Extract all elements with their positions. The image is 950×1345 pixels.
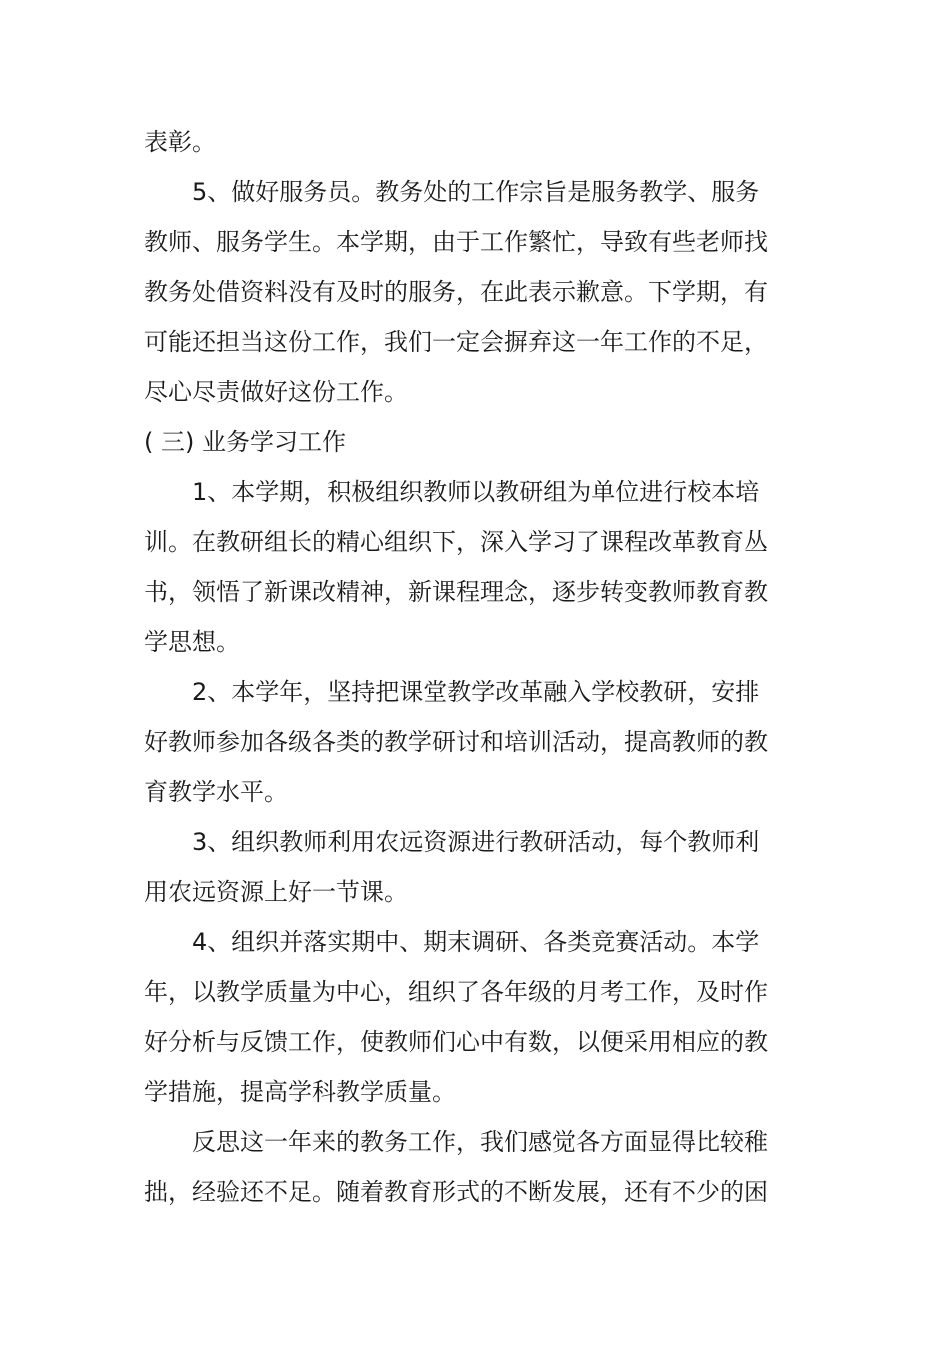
text-line: 好分析与反馈工作，使教师们心中有数，以便采用相应的教 (144, 1028, 768, 1056)
text-line: 5、做好服务员。教务处的工作宗旨是服务教学、服务 (192, 178, 760, 206)
text-line: 1、本学期，积极组织教师以教研组为单位进行校本培 (192, 478, 760, 506)
text-line: 可能还担当这份工作，我们一定会摒弃这一年工作的不足， (144, 328, 768, 356)
text-line: 年，以教学质量为中心，组织了各年级的月考工作，及时作 (144, 978, 768, 1006)
text-line: 训。在教研组长的精心组织下，深入学习了课程改革教育丛 (144, 528, 768, 556)
text-line: 4、组织并落实期中、期末调研、各类竞赛活动。本学 (192, 928, 760, 956)
text-line: 书，领悟了新课改精神，新课程理念，逐步转变教师教育教 (144, 578, 768, 606)
text-line: 学思想。 (144, 628, 240, 656)
text-line: 育教学水平。 (144, 778, 288, 806)
text-line: 反思这一年来的教务工作，我们感觉各方面显得比较稚 (192, 1128, 768, 1156)
section-heading: ( 三) 业务学习工作 (144, 428, 346, 456)
text-line: 尽心尽责做好这份工作。 (144, 378, 408, 406)
text-line: 教务处借资料没有及时的服务，在此表示歉意。下学期，有 (144, 278, 768, 306)
text-line: 3、组织教师利用农远资源进行教研活动，每个教师利 (192, 828, 760, 856)
text-line: 好教师参加各级各类的教学研讨和培训活动，提高教师的教 (144, 728, 768, 756)
text-line: 学措施，提高学科教学质量。 (144, 1078, 456, 1106)
text-line: 2、本学年，坚持把课堂教学改革融入学校教研，安排 (192, 678, 760, 706)
text-line: 用农远资源上好一节课。 (144, 878, 408, 906)
text-line: 教师、服务学生。本学期，由于工作繁忙，导致有些老师找 (144, 228, 768, 256)
text-line: 拙，经验还不足。随着教育形式的不断发展，还有不少的困 (144, 1178, 768, 1206)
text-line: 表彰。 (144, 128, 216, 156)
